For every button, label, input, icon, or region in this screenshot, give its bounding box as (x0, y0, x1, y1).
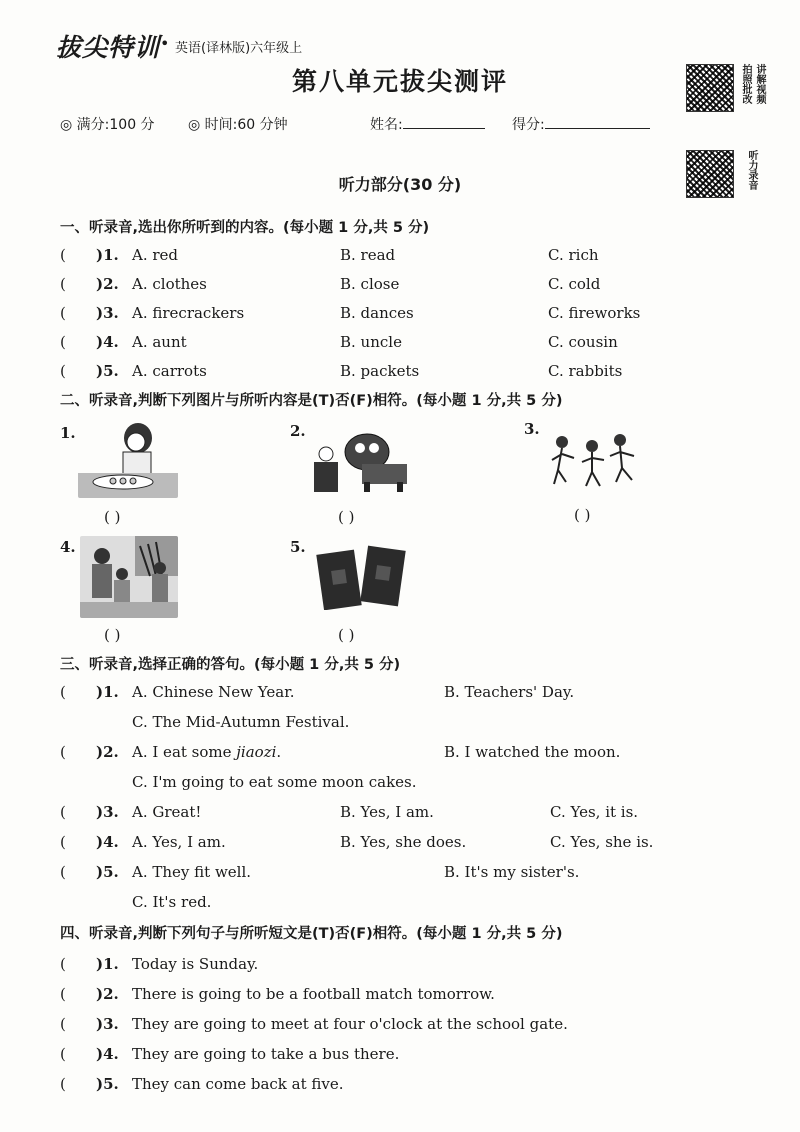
s1-q5-number: )5. (96, 362, 119, 380)
score-blank[interactable] (545, 114, 650, 129)
pic4-number: 4. (60, 538, 76, 556)
s3-q5-option-a: A. They fit well. (132, 863, 252, 881)
s1-q4-option-a: A. aunt (132, 333, 187, 351)
section1-title: 一、听录音,选出你所听到的内容。(每小题 1 分,共 5 分) (60, 220, 430, 236)
s4-q4-number: )4. (96, 1045, 119, 1063)
s3-q1-paren[interactable]: ( (60, 683, 66, 701)
pic2-lion-dance (312, 422, 412, 494)
s3-q5-paren[interactable]: ( (60, 863, 66, 881)
s1-q3-option-b: B. dances (340, 304, 414, 322)
pic5-red-packets (316, 544, 408, 610)
time-limit: ◎ 时间:60 分钟 (188, 117, 288, 133)
name-label: 姓名: (370, 117, 403, 133)
s3-q3-option-a: A. Great! (132, 803, 202, 821)
s4-q2-paren[interactable]: ( (60, 985, 66, 1003)
s4-q2-number: )2. (96, 985, 119, 1003)
s1-q5-option-c: C. rabbits (548, 362, 623, 380)
s3-q2-paren[interactable]: ( (60, 743, 66, 761)
s1-q3-number: )3. (96, 304, 119, 322)
qr1-label: 拍照批改 (740, 64, 751, 104)
s1-q3-option-c: C. fireworks (548, 304, 641, 322)
qr1-label-2: 讲解视频 (754, 64, 765, 104)
section4-title: 四、听录音,判断下列句子与所听短文是(T)否(F)相符。(每小题 1 分,共 5 分) (60, 926, 563, 942)
pic3-number: 3. (524, 420, 540, 438)
s3-q4-paren[interactable]: ( (60, 833, 66, 851)
qr2-label: 听力录音 (746, 150, 757, 190)
pic1-number: 1. (60, 424, 76, 442)
full-score: ◎ 满分:100 分 (60, 117, 155, 133)
s3-q3-option-c: C. Yes, it is. (550, 803, 639, 821)
s3-q1-option-c: C. The Mid-Autumn Festival. (132, 713, 350, 731)
s3-q5-number: )5. (96, 863, 119, 881)
s4-q3-number: )3. (96, 1015, 119, 1033)
s1-q4-paren[interactable]: ( (60, 333, 66, 351)
pic1-girl-making-dumplings (78, 418, 178, 498)
s4-q3-paren[interactable]: ( (60, 1015, 66, 1033)
s1-q3-paren[interactable]: ( (60, 304, 66, 322)
s3-q5-option-c: C. It's red. (132, 893, 212, 911)
s4-q5-number: )5. (96, 1075, 119, 1093)
s3-q1-option-b: B. Teachers' Day. (444, 683, 575, 701)
name-field[interactable] (370, 114, 485, 134)
s3-q4-option-a: A. Yes, I am. (132, 833, 226, 851)
name-blank[interactable] (403, 114, 485, 129)
s4-q4-paren[interactable]: ( (60, 1045, 66, 1063)
qr-code-video[interactable] (686, 64, 734, 112)
pic1-answer[interactable]: ( ) (104, 508, 121, 526)
s3-q1-option-a: A. Chinese New Year. (132, 683, 295, 701)
s3-q2-a-pre: A. I eat some (132, 743, 237, 761)
s1-q1-paren[interactable]: ( (60, 246, 66, 264)
s1-q4-number: )4. (96, 333, 119, 351)
s1-q5-option-b: B. packets (340, 362, 420, 380)
s1-q2-paren[interactable]: ( (60, 275, 66, 293)
s1-q5-option-a: A. carrots (132, 362, 207, 380)
s4-q3-statement: They are going to meet at four o'clock at the school gate. (132, 1015, 568, 1033)
s1-q4-option-b: B. uncle (340, 333, 402, 351)
s1-q2-option-a: A. clothes (132, 275, 207, 293)
pic2-number: 2. (290, 422, 306, 440)
s3-q4-number: )4. (96, 833, 119, 851)
listening-section-title: 听力部分(30 分) (338, 175, 462, 194)
s3-q2-option-c: C. I'm going to eat some moon cakes. (132, 773, 417, 791)
s1-q2-number: )2. (96, 275, 119, 293)
s4-q1-number: )1. (96, 955, 119, 973)
brand-logo: 拔尖特训 (56, 33, 161, 62)
separator-dot: • (160, 34, 170, 53)
s3-q4-option-b: B. Yes, she does. (340, 833, 467, 851)
page-title: 第八单元拔尖测评 (291, 67, 508, 96)
subject-label: 英语(译林版)六年级上 (175, 41, 303, 56)
score-label: 得分: (512, 117, 545, 133)
section3-title: 三、听录音,选择正确的答句。(每小题 1 分,共 5 分) (60, 657, 401, 673)
s3-q1-number: )1. (96, 683, 119, 701)
s3-q2-a-pinyin: jiaozi (236, 743, 277, 761)
s4-q5-paren[interactable]: ( (60, 1075, 66, 1093)
s4-q4-statement: They are going to take a bus there. (132, 1045, 400, 1063)
s1-q1-option-a: A. red (132, 246, 179, 264)
s1-q3-option-a: A. firecrackers (132, 304, 245, 322)
pic2-answer[interactable]: ( ) (338, 508, 355, 526)
s3-q3-paren[interactable]: ( (60, 803, 66, 821)
pic4-answer[interactable]: ( ) (104, 626, 121, 644)
pic3-answer[interactable]: ( ) (574, 506, 591, 524)
s3-q4-option-c: C. Yes, she is. (550, 833, 654, 851)
s3-q3-number: )3. (96, 803, 119, 821)
s3-q2-option-a (132, 743, 281, 761)
section2-title: 二、听录音,判断下列图片与所听内容是(T)否(F)相符。(每小题 1 分,共 5 分) (60, 393, 563, 409)
s1-q1-option-c: C. rich (548, 246, 599, 264)
s1-q5-paren[interactable]: ( (60, 362, 66, 380)
s4-q1-paren[interactable]: ( (60, 955, 66, 973)
s1-q2-option-c: C. cold (548, 275, 601, 293)
s1-q1-number: )1. (96, 246, 119, 264)
s4-q2-statement: There is going to be a football match tomorrow. (132, 985, 495, 1003)
pic5-number: 5. (290, 538, 306, 556)
s4-q5-statement: They can come back at five. (132, 1075, 344, 1093)
s4-q1-statement: Today is Sunday. (132, 955, 259, 973)
score-field[interactable] (512, 114, 650, 134)
s3-q3-option-b: B. Yes, I am. (340, 803, 434, 821)
s3-q2-option-b: B. I watched the moon. (444, 743, 621, 761)
s1-q4-option-c: C. cousin (548, 333, 618, 351)
s3-q5-option-b: B. It's my sister's. (444, 863, 580, 881)
pic3-children-playing (548, 430, 640, 490)
s1-q2-option-b: B. close (340, 275, 400, 293)
s3-q2-number: )2. (96, 743, 119, 761)
pic5-answer[interactable]: ( ) (338, 626, 355, 644)
s3-q2-a-post: . (276, 743, 282, 761)
s1-q1-option-b: B. read (340, 246, 396, 264)
pic4-family-shopping (80, 536, 178, 618)
